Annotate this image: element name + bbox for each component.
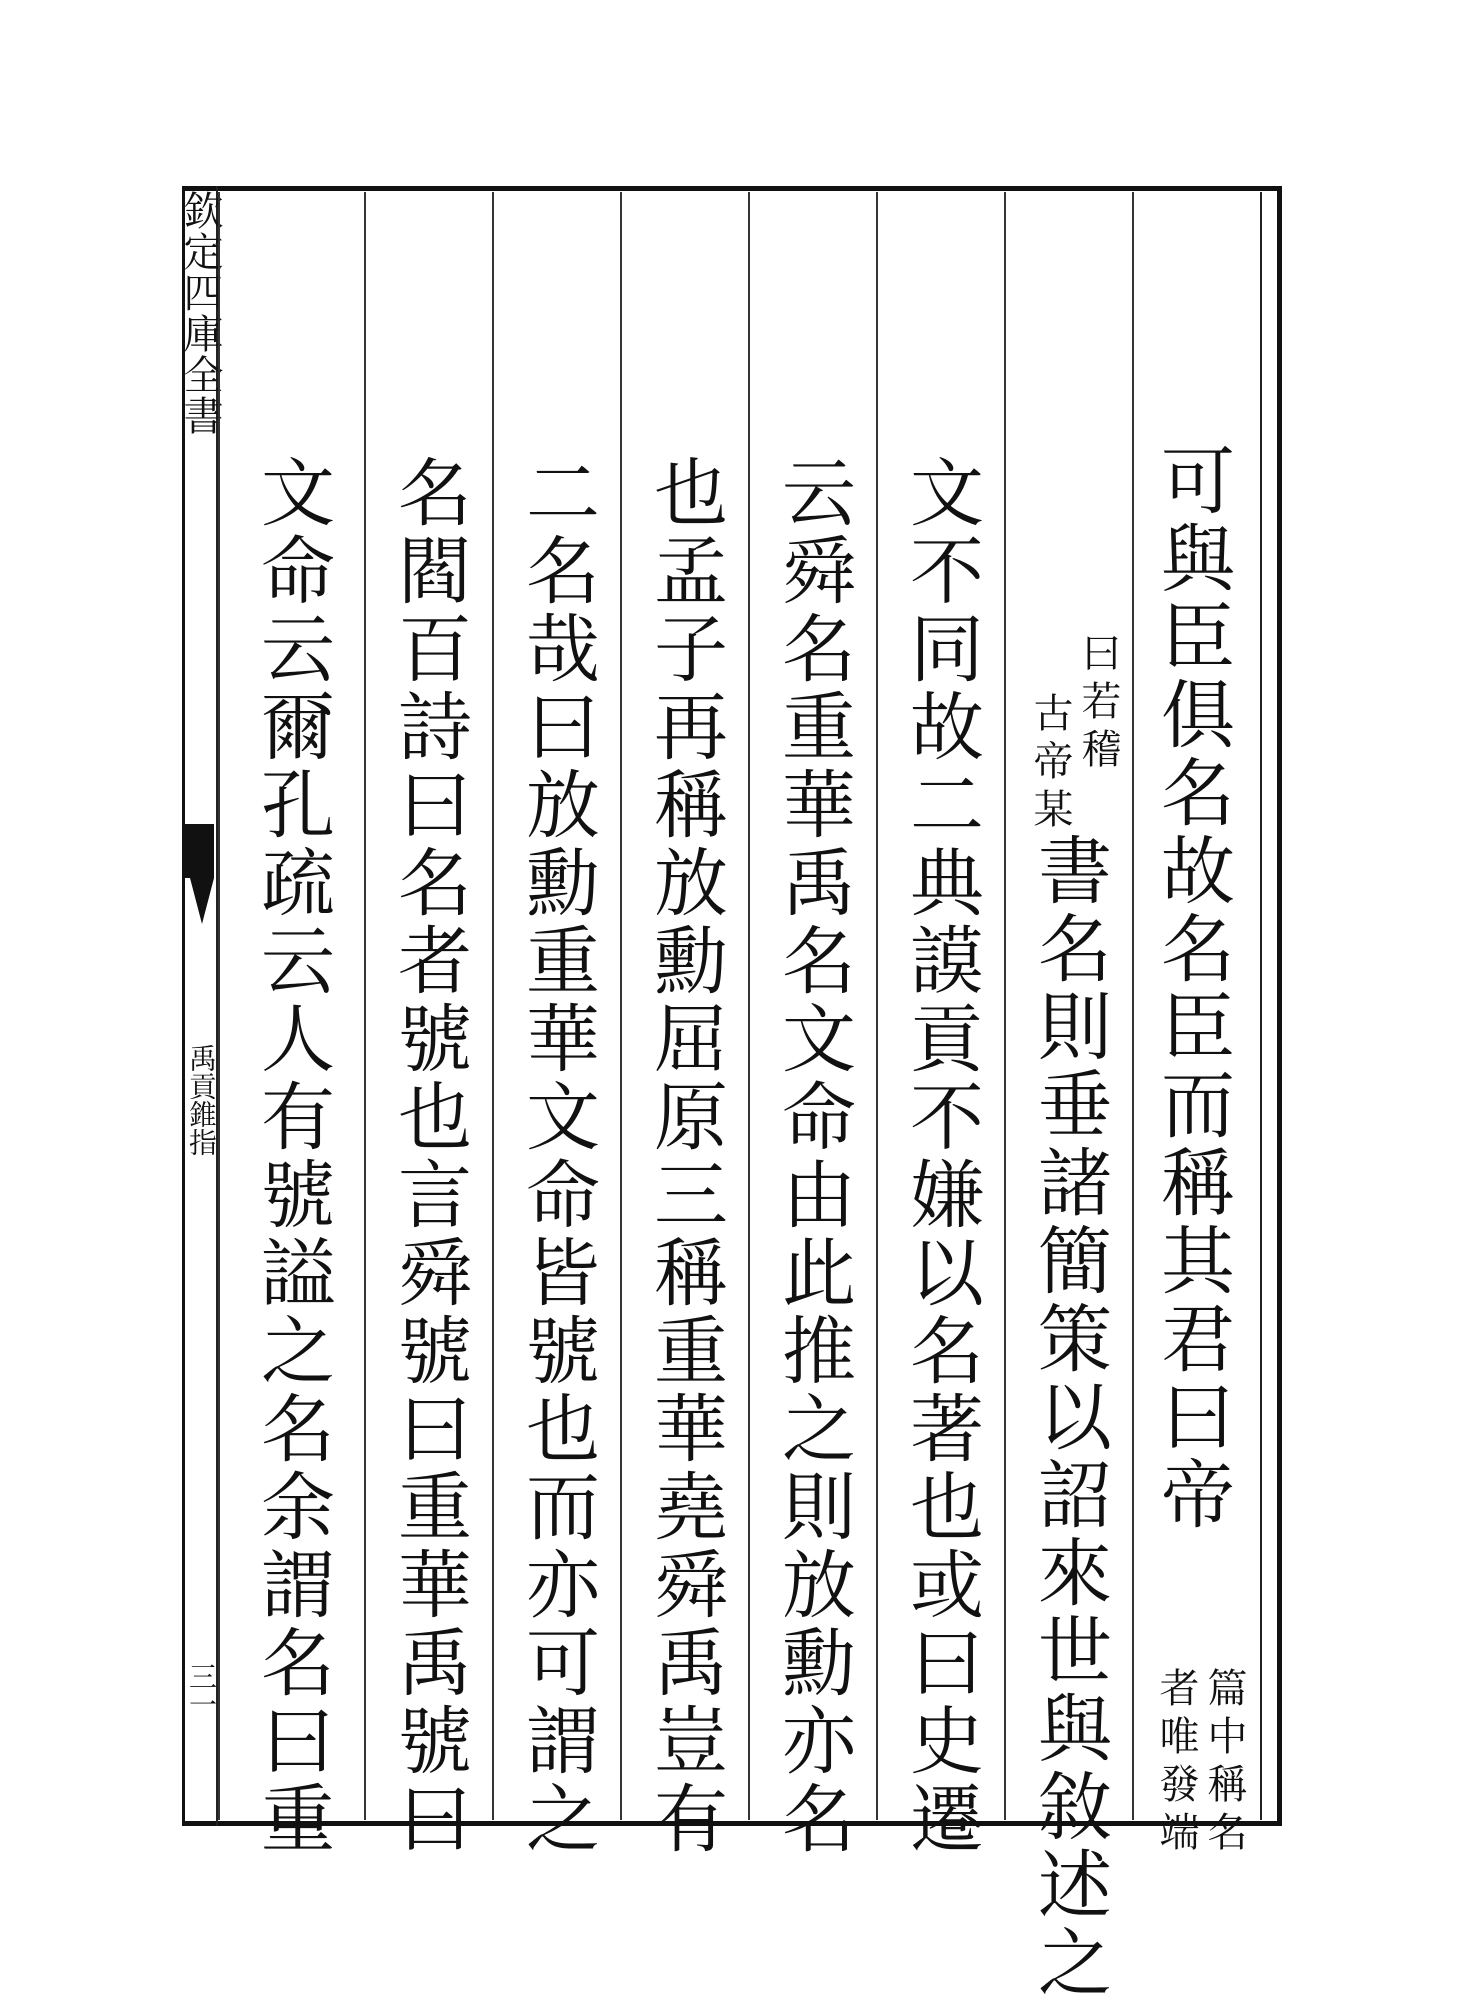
column-text: 二名哉曰放勳重華文命皆號也而亦可謂之 <box>514 454 600 1858</box>
margin-strip <box>177 186 223 1826</box>
fishtail-notch <box>190 878 214 924</box>
text-column-2 <box>1004 192 1132 2002</box>
column-text: 云舜名重華禹名文命由此推之則放勳亦名 <box>770 454 856 1858</box>
column-text: 名閻百詩曰名者號也言舜號曰重華禹號曰 <box>386 454 472 1858</box>
margin-book-title: 禹貢錐指 <box>185 1044 218 1156</box>
inline-note: 者唯發端 <box>1153 1667 1199 1859</box>
text-column-3 <box>876 192 1004 1858</box>
inline-note: 古帝某 <box>1027 692 1073 836</box>
text-column-7 <box>364 192 492 1858</box>
text-column-6 <box>492 192 620 1858</box>
margin-page-number: 三一 <box>185 1662 218 1718</box>
column-text: 文命云爾孔疏云人有號謚之名余謂名曰重 <box>249 454 335 1858</box>
column-text: 文不同故二典謨貢不嫌以名著也或曰史遷 <box>898 454 984 1858</box>
inline-note: 曰若稽 <box>1075 632 1121 776</box>
inline-note: 篇中稱名 <box>1201 1667 1247 1859</box>
column-text: 也孟子再稱放勳屈原三稱重華堯舜禹豈有 <box>642 454 728 1858</box>
text-column-8 <box>218 192 364 1858</box>
column-text: 可與臣俱名故名臣而稱其君曰帝 <box>1148 442 1235 1534</box>
margin-collection-title: 欽定四庫全書 <box>177 190 223 436</box>
column-text: 書名則垂諸簡策以詔來世與敘述之 <box>1026 832 1112 2002</box>
text-column-4 <box>748 192 876 1858</box>
text-column-1 <box>1132 192 1260 1859</box>
fishtail-mark <box>184 824 214 878</box>
text-column-5 <box>620 192 748 1858</box>
frame-inner-rule <box>1260 192 1262 1820</box>
